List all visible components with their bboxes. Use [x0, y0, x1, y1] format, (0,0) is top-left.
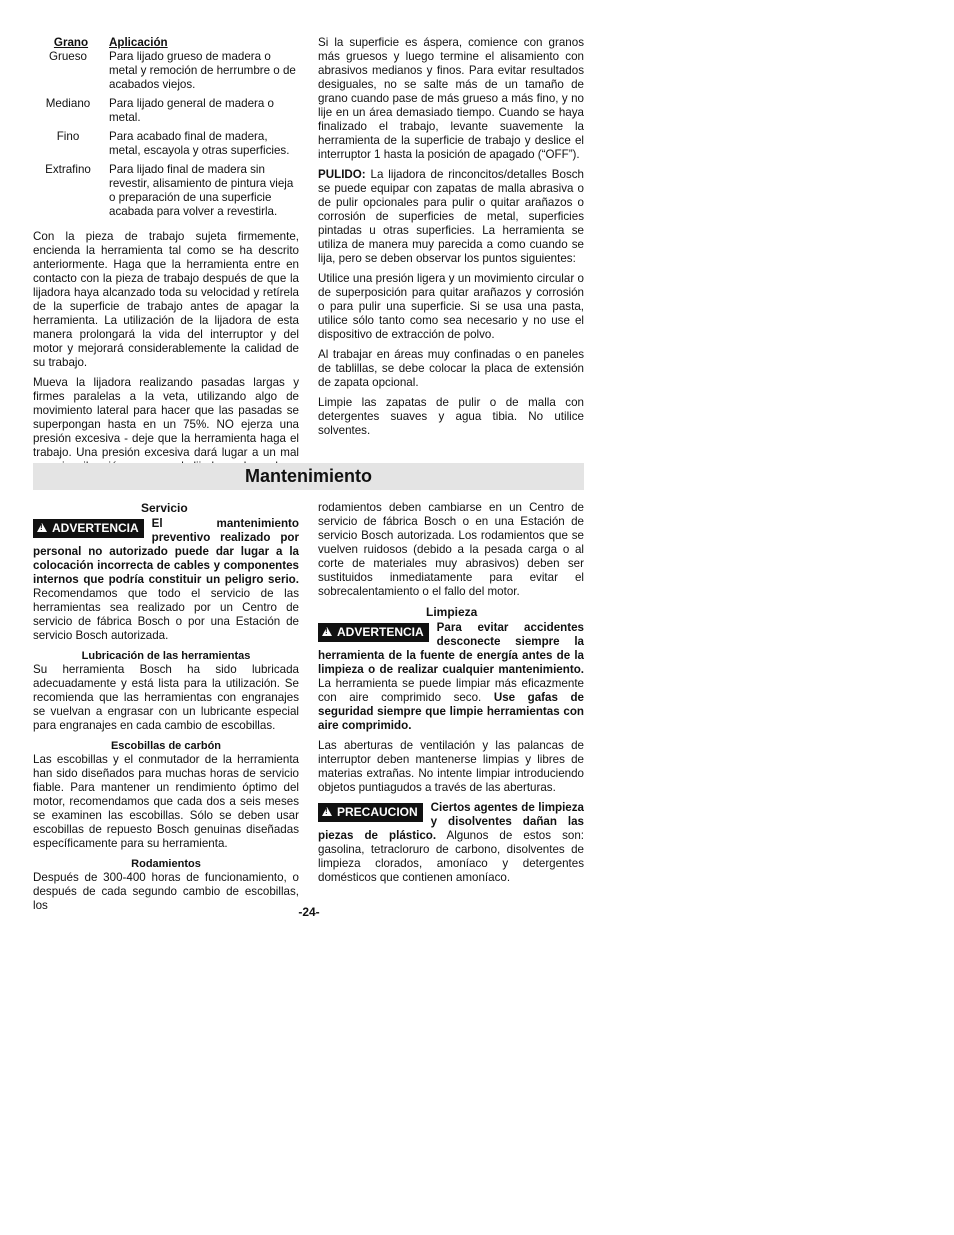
- grit-cell: Mediano: [45, 97, 91, 110]
- page-number: -24-: [298, 905, 320, 919]
- table-row: [33, 163, 299, 224]
- rodamientos-continued: rodamientos deben cambiarse en un Centro de servicio de fábrica Bosch o en una Estación de servicio Bosch autorizada. Los rodamientos que se vuelven ruidosos (debido a la pesada carga o al corte de materiales muy abrasivos) deben ser sustituidos inmediatamente para evitar el sobrecalentamiento o el fallo del motor.: [318, 501, 584, 598]
- left-top-column: [33, 36, 299, 480]
- application-cell: Para lijado grueso de madera o metal y remoción de herrumbre o de acabados viejos.: [109, 50, 296, 91]
- grit-cell: Extrafino: [45, 163, 91, 176]
- grit-table: [33, 36, 299, 224]
- warning-triangle-icon: [37, 523, 47, 532]
- caution-warning-text: Ciertos agentes de limpieza y disolventes dañan las piezas de plástico.: [318, 801, 584, 842]
- lubricacion-heading: Lubricación de las herramientas: [81, 650, 251, 662]
- grit-cell: Fino: [56, 130, 80, 143]
- limpieza-paragraph: [318, 621, 584, 733]
- right-bottom-column: [318, 501, 584, 891]
- table-row: [33, 50, 299, 97]
- servicio-warning-text: El mantenimiento preventivo realizado por personal no autorizado puede dar lugar a la colocación incorrecta de cables y componentes internos que podría constituir un peligro serio.: [33, 517, 299, 586]
- grit-table-header: [33, 36, 299, 50]
- aberturas-paragraph: Las aberturas de ventilación y las palancas de interruptor deben mantenerse limpias y libres de materias extrañas. No intente limpiar introduciendo objetos puntiagudos a través de las aberturas.: [318, 739, 584, 794]
- limpieza-text: La herramienta se puede limpiar más eficazmente con aire comprimido seco.: [318, 677, 584, 704]
- polishing-paragraph: Al trabajar en áreas muy confinadas o en paneles de tablillas, se debe colocar la placa de extensión de zapata opcional.: [318, 348, 584, 389]
- sanding-paragraph: Con la pieza de trabajo sujeta firmemente, encienda la herramienta tal como se ha descrito anteriormente. Haga que la herramienta entre en contacto con la pieza de trabajo después de que la lijadora haya alcanzado toda su velocidad y retírela de la superficie de trabajo antes de apagar la herramienta. La utilización de la lijadora de esta manera prolongará la vida del interruptor y del motor y mejorará considerablemente la calidad de su trabajo.: [33, 230, 299, 369]
- rodamientos-paragraph: Después de 300-400 horas de funcionamiento, o después de cada segundo cambio de escobillas, los: [33, 871, 299, 912]
- warning-label: ADVERTENCIA: [337, 625, 424, 639]
- table-row: [33, 97, 299, 130]
- caution-text: Algunos de estos son: gasolina, tetracloruro de carbono, disolventes de limpieza clorados, amoníaco y detergentes domésticos que contienen amoníaco.: [318, 829, 584, 884]
- application-cell: Para lijado final de madera sin revestir, alisamiento de pintura vieja o preparación de una superficie acabada para volver a revestirla.: [109, 163, 294, 218]
- servicio-paragraph: [33, 517, 299, 643]
- warning-triangle-icon: [322, 627, 332, 636]
- sanding-paragraph: Mueva la lijadora realizando pasadas largas y firmes paralelas a la veta, utilizando algo de movimiento lateral para hacer que las pasadas se superpongan hasta en un 75%. NO ejerza una presión excesiva - deje que la herramienta haga el trabajo. Una presión excesiva dará lugar a un mal: [33, 376, 299, 459]
- servicio-heading: Servicio: [141, 501, 188, 515]
- rodamientos-heading: Rodamientos: [131, 858, 201, 870]
- polishing-paragraph: Limpie las zapatas de pulir o de malla con detergentes suaves y agua tibia. No utilice solventes.: [318, 396, 584, 437]
- warning-label: ADVERTENCIA: [52, 521, 139, 535]
- application-header: Aplicación: [109, 36, 168, 49]
- grit-cell: Grueso: [48, 50, 88, 63]
- sanding-paragraph: Si la superficie es áspera, comience con granos más gruesos y luego termine el alisamiento con abrasivos medianos y finos. Para evitar resultados desiguales, no se salte más de un tamaño de grano cuando pase de más grueso a más fino, y no lije en un área demasiado tiempo. Cuando se haya finalizado el trabajo, levante suavemente la herramienta de la superficie de trabajo y deslice el interruptor 1 hasta la posición de apagado (“OFF”).: [318, 36, 584, 161]
- polishing-paragraph: Utilice una presión ligera y un movimiento circular o de superposición para quitar arañazos y corrosión o para pulir una superficie. Si se usa una pasta, utilice sólo tanto como sea necesario y no use el dispositivo de extracción de polvo.: [318, 272, 584, 341]
- limpieza-safety-text: Use gafas de seguridad siempre que limpie herramientas con aire comprimido.: [318, 691, 584, 732]
- section-title: Mantenimiento: [244, 466, 372, 486]
- polishing-label: PULIDO:: [318, 168, 366, 181]
- warning-badge: [318, 623, 429, 642]
- limpieza-heading: Limpieza: [426, 605, 478, 619]
- limpieza-warning-text: Para evitar accidentes desconecte siempre la herramienta de la fuente de energía antes de la limpieza o de realizar cualquier mantenimiento.: [318, 621, 584, 676]
- caution-badge: [318, 803, 423, 822]
- left-bottom-column: [33, 501, 299, 919]
- servicio-text: Recomendamos que todo el servicio de las herramientas sea realizado por un Centro de servicio de fábrica Bosch o por una Estación de servicio Bosch autorizada.: [33, 587, 299, 642]
- warning-badge: [33, 519, 144, 538]
- grit-header: Grano: [53, 36, 89, 49]
- escobillas-paragraph: Las escobillas y el conmutador de la herramienta han sido diseñados para muchas horas de servicio fiable. Para mantener un rendimiento óptimo del motor, recomendamos que cada dos a seis meses se examinen las escobillas. Sólo se deben usar escobillas de repuesto Bosch genuinas diseñadas específicamente para su herramienta.: [33, 753, 299, 850]
- caution-triangle-icon: [322, 807, 332, 816]
- caution-label: PRECAUCION: [337, 805, 418, 819]
- table-row: [33, 130, 299, 163]
- escobillas-heading: Escobillas de carbón: [110, 740, 222, 752]
- lubricacion-paragraph: Su herramienta Bosch ha sido lubricada adecuadamente y está lista para la utilización. Se recomienda que las herramientas con engranajes se vuelvan a engrasar con un lubricante especial para engranajes en cada cambio de escobillas.: [33, 663, 299, 732]
- caution-paragraph: [318, 801, 584, 885]
- application-cell: Para acabado final de madera, metal, escayola y otras superficies.: [109, 130, 290, 157]
- application-cell: Para lijado general de madera o metal.: [109, 97, 274, 124]
- right-top-column: [318, 36, 584, 444]
- section-header-bar: [33, 463, 584, 490]
- polishing-paragraph: [318, 168, 584, 266]
- polishing-text: La lijadora de rinconcitos/detalles Bosch se puede equipar con zapatas de malla abrasiva o de pulir opcionales para pulir o quitar arañazos o corrosión de superficies de metal, superficies pintadas u otras superficies. La herramienta se utiliza de manera muy parecida a como cuando se lija, pero se deben observar los puntos siguientes:: [318, 168, 584, 265]
